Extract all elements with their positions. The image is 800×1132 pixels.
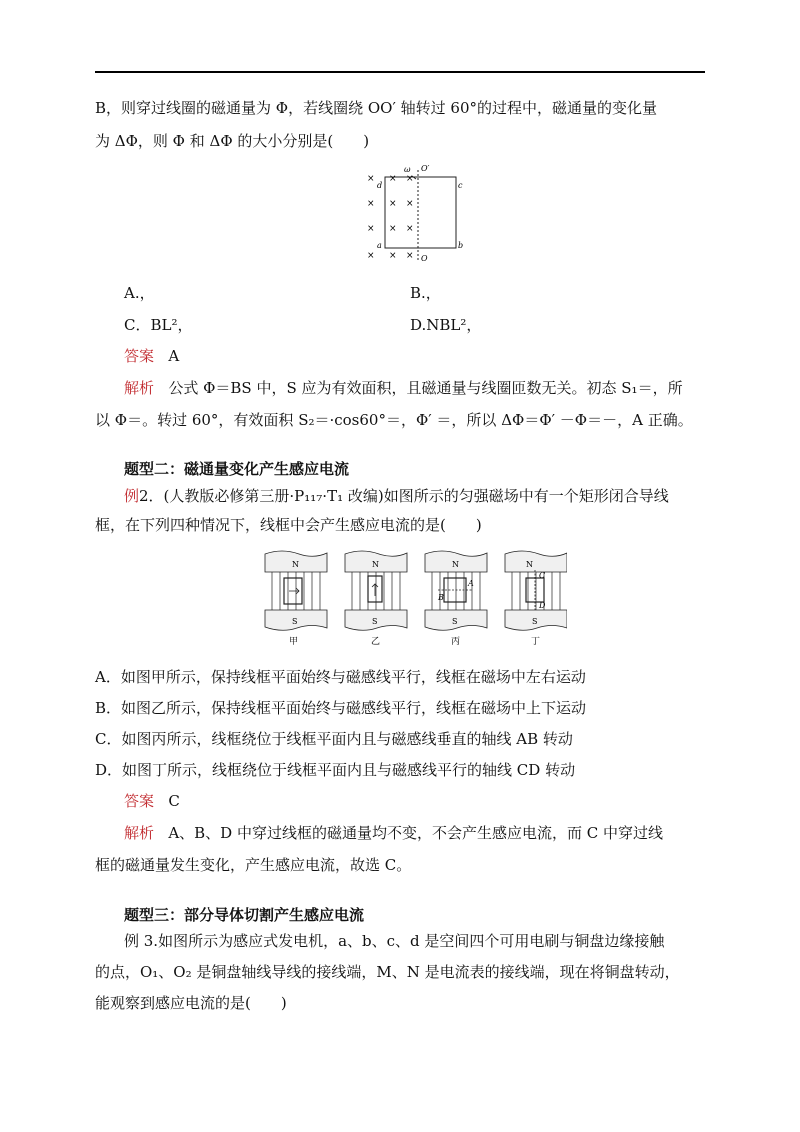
q1-option-d: D.NBL²， xyxy=(410,316,482,334)
field-cross: × xyxy=(389,199,397,209)
caption-bing: 丙 xyxy=(451,637,461,647)
o-prime-label: O′ xyxy=(421,164,430,173)
magnet-n-label: N xyxy=(452,560,459,569)
type2-answer xyxy=(124,790,744,812)
corner-d-label: d xyxy=(377,181,383,190)
corner-b-label: b xyxy=(458,241,464,250)
field-cross: × xyxy=(406,199,414,209)
answer-label: 答案 xyxy=(124,347,155,365)
example-label: 例 xyxy=(124,487,140,505)
q1-option-a: A.， xyxy=(124,284,155,302)
field-cross: × xyxy=(367,251,375,261)
type2-analysis-line2: 框的磁通量发生变化，产生感应电流，故选 C。 xyxy=(95,856,412,874)
caption-jia: 甲 xyxy=(289,637,299,647)
axis-a-label: A xyxy=(468,579,474,588)
answer-value: C xyxy=(168,792,180,810)
type3-line3: 能观察到感应电流的是( ) xyxy=(95,994,287,1012)
figure-yi xyxy=(345,551,407,647)
analysis-text: 公式 Φ＝BS 中，S 应为有效面积，且磁通量与线圈匝数无关。初态 S₁＝，所 xyxy=(168,379,683,397)
magnet-s-label: S xyxy=(532,617,538,626)
type3-line1: 例 3.如图所示为感应式发电机，a、b、c、d 是空间四个可用电刷与铜盘边缘接触 xyxy=(124,932,665,950)
figure-jia xyxy=(265,551,327,647)
type2-example-line1 xyxy=(124,485,744,507)
q1-stem-line2: 为 ΔΦ，则 Φ 和 ΔΦ 的大小分别是( ) xyxy=(95,132,370,150)
caption-yi: 乙 xyxy=(371,637,381,647)
magnet-s-label: S xyxy=(372,617,378,626)
analysis-label: 解析 xyxy=(124,379,155,397)
q1-option-b: B.， xyxy=(410,284,441,302)
q1-option-c: C．BL²， xyxy=(124,316,193,334)
o-label: O xyxy=(421,254,428,263)
q1-coil-figure xyxy=(360,160,470,265)
field-cross: × xyxy=(367,199,375,209)
type2-option-c: C．如图丙所示，线框绕位于线框平面内且与磁感线垂直的轴线 AB 转动 xyxy=(95,730,573,748)
field-cross: × xyxy=(406,174,414,184)
corner-c-label: c xyxy=(458,181,463,190)
figure-ding xyxy=(505,551,567,647)
q1-analysis-line1 xyxy=(124,377,744,399)
type2-example-line2: 框，在下列四种情况下，线框中会产生感应电流的是( ) xyxy=(95,516,482,534)
corner-a-label: a xyxy=(377,241,382,250)
magnet-n-label: N xyxy=(526,560,533,569)
type2-magnet-figures xyxy=(262,548,567,648)
type2-option-a: A．如图甲所示，保持线框平面始终与磁感线平行，线框在磁场中左右运动 xyxy=(95,668,586,686)
header-rule xyxy=(95,71,705,73)
type2-analysis-line1 xyxy=(124,822,744,844)
magnet-n-label: N xyxy=(292,560,299,569)
field-cross: × xyxy=(389,174,397,184)
omega-label: ω xyxy=(404,165,411,174)
magnet-s-label: S xyxy=(292,617,298,626)
field-cross: × xyxy=(367,174,375,184)
q1-stem-line1: B，则穿过线圈的磁通量为 Φ，若线圈绕 OO′ 轴转过 60°的过程中，磁通量的变化量 xyxy=(95,99,657,117)
type3-line2: 的点，O₁、O₂ 是铜盘轴线导线的接线端，M、N 是电流表的接线端，现在将铜盘转动， xyxy=(95,963,680,981)
axis-c-label: C xyxy=(539,571,546,580)
type2-option-d: D．如图丁所示，线框绕位于线框平面内且与磁感线平行的轴线 CD 转动 xyxy=(95,761,576,779)
type2-option-b: B．如图乙所示，保持线框平面始终与磁感线平行，线框在磁场中上下运动 xyxy=(95,699,587,717)
figure-bing xyxy=(425,551,487,647)
caption-ding: 丁 xyxy=(531,637,541,647)
field-cross: × xyxy=(367,224,375,234)
field-cross: × xyxy=(406,251,414,261)
field-cross: × xyxy=(406,224,414,234)
answer-value: A xyxy=(168,347,180,365)
q1-answer xyxy=(124,345,744,367)
axis-b-label: B xyxy=(438,593,444,602)
answer-label: 答案 xyxy=(124,792,155,810)
field-cross: × xyxy=(389,224,397,234)
axis-d-label: D xyxy=(539,601,546,610)
analysis-text: A、B、D 中穿过线框的磁通量均不变，不会产生感应电流，而 C 中穿过线 xyxy=(168,824,663,842)
type2-heading: 题型二：磁通量变化产生感应电流 xyxy=(124,460,350,478)
type3-heading: 题型三：部分导体切割产生感应电流 xyxy=(124,906,365,924)
magnet-s-label: S xyxy=(452,617,458,626)
magnet-n-label: N xyxy=(372,560,379,569)
field-cross: × xyxy=(389,251,397,261)
q1-analysis-line2: 以 Φ＝。转过 60°，有效面积 S₂＝·cos60°＝，Φ′ ＝，所以 ΔΦ＝Φ′ －Φ＝－，A 正确。 xyxy=(95,411,693,429)
analysis-label: 解析 xyxy=(124,824,155,842)
example-text: 2．(人教版必修第三册·P₁₁₇·T₁ 改编)如图所示的匀强磁场中有一个矩形闭合导线 xyxy=(139,487,669,505)
